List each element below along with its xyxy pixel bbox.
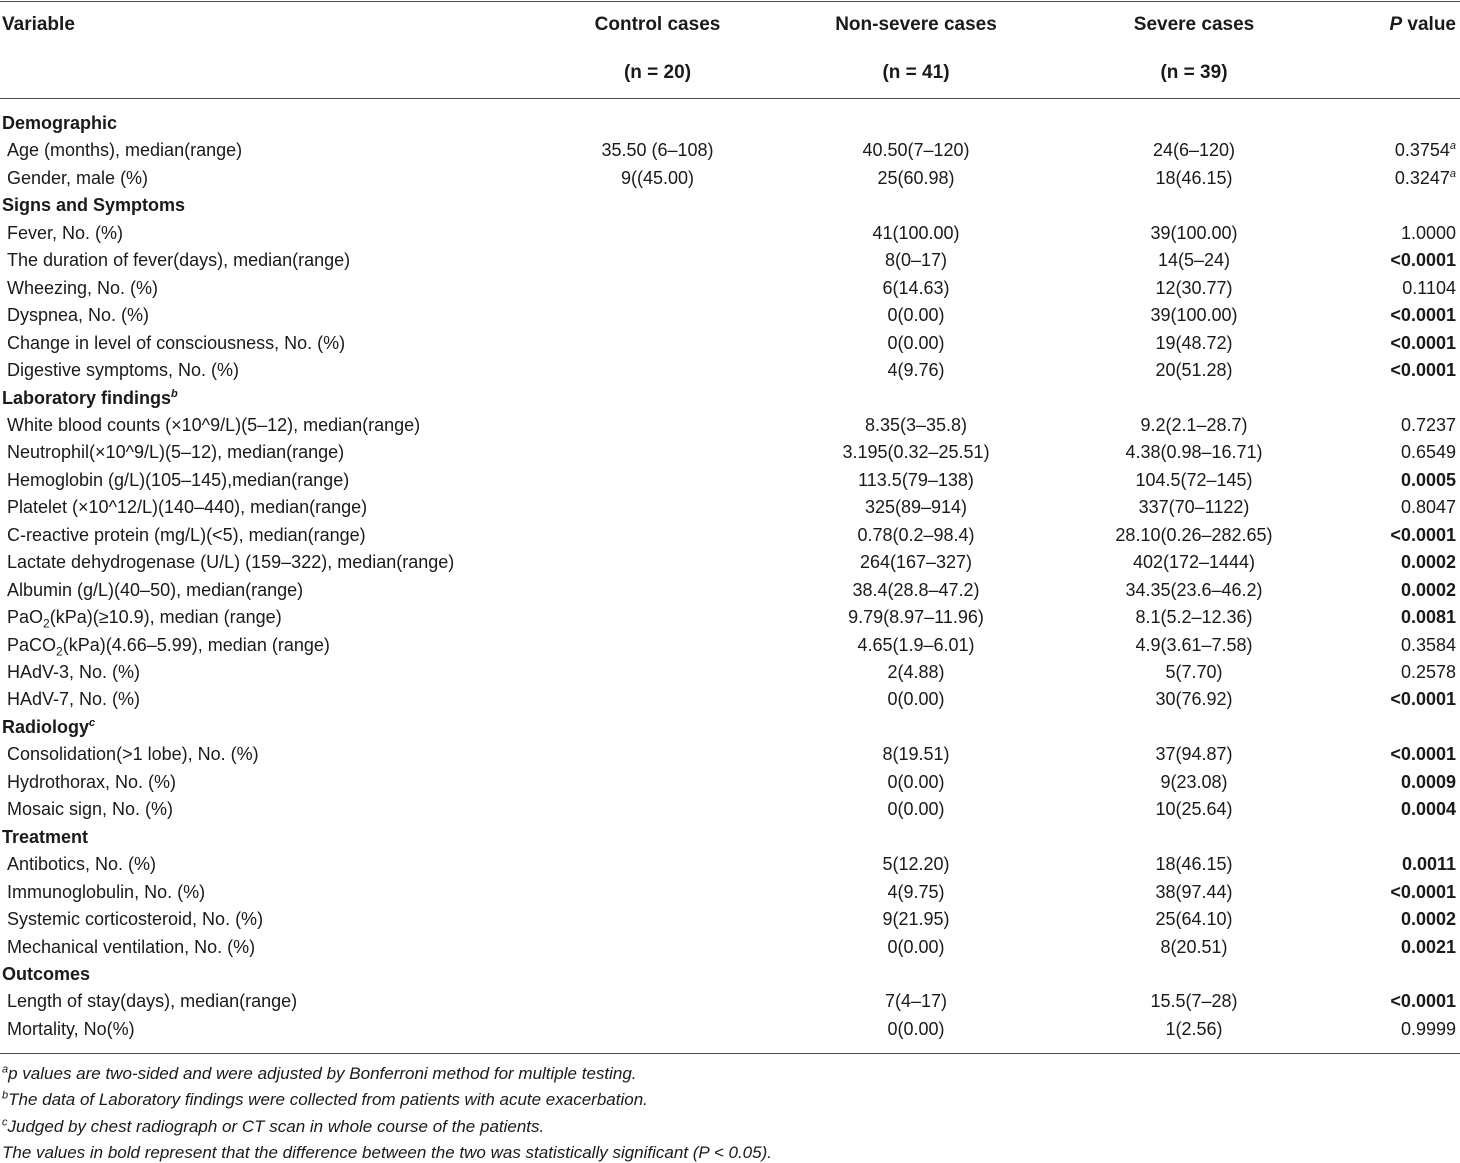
cell-severe: 15.5(7–28) [1150,991,1238,1012]
table-row [0,879,1460,906]
p-value-text: <0.0001 [1390,305,1456,326]
cell-nonsevere: 5(12.20) [882,854,950,875]
cell-p-value [1401,604,1456,631]
cell-p-value [1401,549,1456,576]
footnote-mark: c [2,1115,8,1128]
cell-nonsevere: 25(60.98) [877,167,955,188]
cell-p-value [1395,137,1456,164]
cell-nonsevere: 6(14.63) [882,277,950,298]
cell-nonsevere: 0(0.00) [887,1018,945,1039]
p-value-text: 0.0009 [1400,771,1456,792]
cell-control: 9((45.00) [620,167,695,188]
cell-severe: 337(70–1122) [1138,497,1250,518]
cell-severe: 18(46.15) [1155,854,1233,875]
section-title-text: Radiology [2,716,90,737]
footnote [2,1143,772,1163]
section-row [0,110,1460,137]
p-value-text: <0.0001 [1390,744,1456,765]
footnote-text: p values are two-sided and were adjusted by Bonferroni method for multiple testing. [8,1064,637,1083]
variable-label [7,906,263,933]
variable-label [7,577,303,604]
cell-nonsevere: 8(0–17) [884,250,948,271]
section-title [2,192,185,219]
table-row [0,934,1460,961]
variable-label-text: Mosaic sign, No. (%) [7,799,174,820]
p-value-text: <0.0001 [1390,881,1456,902]
variable-label-text: Change in level of consciousness, No. (%) [7,332,346,353]
footnote-mark: a [2,1063,9,1076]
cell-severe: 38(97.44) [1155,881,1233,902]
variable-label-text: Lactate dehydrogenase (U/L) (159–322), median(range) [7,552,455,573]
variable-label [7,549,454,576]
cell-nonsevere: 0(0.00) [887,305,945,326]
cell-severe: 20(51.28) [1155,360,1233,381]
table-row [0,686,1460,713]
table-row [0,412,1460,439]
cell-p-value [1401,412,1456,439]
cell-nonsevere: 4(9.75) [887,881,945,902]
variable-label-text: Hemoglobin (g/L)(105–145),median(range) [7,469,350,490]
cell-p-value [1390,686,1456,713]
table-row [0,220,1460,247]
table-row [0,549,1460,576]
cell-severe: 8(20.51) [1160,936,1228,957]
variable-label [7,412,420,439]
cell-nonsevere: 41(100.00) [872,222,960,243]
cell-severe: 5(7.70) [1165,662,1223,682]
section-row [0,192,1460,219]
p-value-text: 1.0000 [1400,222,1456,243]
section-row [0,714,1460,741]
section-row [0,824,1460,851]
cell-p-value [1401,796,1456,823]
cell-nonsevere: 8.35(3–35.8) [864,414,968,435]
variable-label-text: Length of stay(days), median(range) [7,991,298,1012]
variable-label-text: Fever, No. (%) [7,222,124,243]
variable-label-text: White blood counts (×10^9/L)(5–12), median(range) [7,414,421,435]
cell-nonsevere: 4.65(1.9–6.01) [857,634,975,655]
table-row [0,659,1460,686]
variable-label [7,686,140,713]
variable-label [7,659,140,686]
cell-nonsevere: 264(167–327) [859,552,973,573]
section-title-text: Treatment [2,826,89,847]
variable-label-text: Mortality, No(%) [7,1018,135,1039]
variable-label-text: Albumin (g/L)(40–50), median(range) [7,579,304,600]
header-control-cases: Control cases [594,14,721,35]
p-value-text: 0.0002 [1400,579,1456,600]
footnote [2,1090,648,1110]
header-nonsevere-cases: Non-severe cases [835,14,997,35]
variable-label [7,522,366,549]
variable-label [7,988,297,1015]
p-value-text: <0.0001 [1390,360,1456,381]
cell-severe: 12(30.77) [1155,277,1233,298]
table-row [0,604,1460,631]
table-row [0,851,1460,878]
cell-nonsevere: 113.5(79–138) [858,469,974,490]
cell-severe: 37(94.87) [1155,744,1233,765]
cell-p-value [1401,906,1456,933]
p-value-text: 0.3584 [1400,634,1456,655]
cell-p-value [1401,467,1456,494]
variable-label [7,769,176,796]
cell-p-value [1401,494,1456,521]
table-row [0,275,1460,302]
cell-severe: 1(2.56) [1165,1018,1223,1039]
cell-nonsevere: 325(89–914) [864,497,968,518]
cell-p-value [1401,439,1456,466]
variable-label [7,604,282,631]
variable-label [7,165,148,192]
table-row [0,494,1460,521]
cell-severe: 9.2(2.1–28.7) [1140,414,1248,435]
variable-label-text: Consolidation(>1 lobe), No. (%) [7,744,259,765]
cell-severe: 24(6–120) [1152,140,1236,161]
p-value-text: 0.0002 [1400,909,1456,930]
table-row [0,357,1460,384]
variable-label-text: HAdV-3, No. (%) [7,662,141,682]
p-value-footnote-mark: a [1449,167,1456,180]
variable-label [7,330,345,357]
p-value-text: 0.0004 [1400,799,1456,820]
p-value-text: <0.0001 [1390,332,1456,353]
variable-label-text: C-reactive protein (mg/L)(<5), median(range) [7,524,366,545]
footnote-text: The values in bold represent that the difference between the two was statistically significant (P < 0.05). [2,1142,772,1162]
section-footnote-mark: c [89,716,96,729]
cell-p-value [1390,741,1456,768]
cell-control: 35.50 (6–108) [601,140,714,161]
table-row [0,988,1460,1015]
header-p-value [1389,14,1456,36]
variable-label-text: Gender, male (%) [7,167,149,188]
cell-nonsevere: 7(4–17) [884,991,948,1012]
cell-p-value [1395,165,1456,192]
p-value-footnote-mark: a [1449,140,1456,153]
table-row [0,247,1460,274]
variable-label-suffix: (kPa)(4.66–5.99), median (range) [62,634,330,655]
variable-label-subscript: 2 [56,644,63,659]
variable-label [7,796,173,823]
section-title [2,824,88,851]
p-value-text: 0.8047 [1400,497,1456,518]
table-row [0,632,1460,659]
cell-p-value [1401,577,1456,604]
cell-nonsevere: 40.50(7–120) [862,140,970,161]
table-row [0,906,1460,933]
variable-label [7,302,149,329]
variable-label-subscript: 2 [43,616,50,631]
footnote-text: Judged by chest radiograph or CT scan in whole course of the patients. [7,1116,545,1136]
table-row [0,796,1460,823]
variable-label-text: Neutrophil(×10^9/L)(5–12), median(range) [7,442,345,463]
variable-label [7,439,344,466]
p-value-text: 0.1104 [1402,277,1456,298]
p-value-text: 0.0081 [1400,607,1456,628]
table-header-n-row [0,62,1460,92]
section-title [2,714,95,741]
table-row [0,467,1460,494]
variable-label-suffix: (kPa)(≥10.9), median (range) [49,607,282,628]
footnote [2,1064,637,1084]
section-title-text: Signs and Symptoms [2,195,186,216]
p-value-text: 0.0005 [1400,469,1456,490]
cell-p-value [1401,769,1456,796]
cell-severe: 19(48.72) [1155,332,1233,353]
table-row [0,439,1460,466]
section-title [2,961,90,988]
header-variable: Variable [2,14,75,35]
p-value-text: 0.9999 [1400,1018,1456,1039]
cell-p-value [1402,851,1456,878]
footnote-mark: b [2,1089,9,1102]
header-severe-n: (n = 39) [1160,62,1228,83]
variable-label [7,879,205,906]
section-title-text: Outcomes [2,963,91,984]
cell-p-value [1401,220,1456,247]
cell-p-value [1402,275,1456,302]
cell-p-value [1390,330,1456,357]
table-header-row [0,14,1460,44]
cell-severe: 4.9(3.61–7.58) [1135,634,1253,655]
variable-label-text: Age (months), median(range) [7,140,243,161]
variable-label-text: Mechanical ventilation, No. (%) [7,936,256,957]
cell-severe: 402(172–1444) [1132,552,1256,573]
cell-severe: 34.35(23.6–46.2) [1125,579,1263,600]
cell-severe: 104.5(72–145) [1135,469,1253,490]
cell-p-value [1401,659,1456,686]
table-row [0,330,1460,357]
table-row [0,522,1460,549]
cell-p-value [1390,879,1456,906]
footnote-text: The data of Laboratory findings were collected from patients with acute exacerbation. [8,1090,648,1110]
variable-label-text: HAdV-7, No. (%) [7,689,141,710]
cell-p-value [1390,522,1456,549]
cell-severe: 4.38(0.98–16.71) [1125,442,1263,463]
table-top-rule [0,1,1460,2]
variable-label-text: Antibotics, No. (%) [7,854,157,875]
cell-nonsevere: 38.4(28.8–47.2) [852,579,980,600]
p-value-text: 0.2578 [1400,662,1456,682]
p-value-text: 0.3754 [1394,140,1450,161]
p-value-text: 0.0021 [1400,936,1456,957]
variable-label [7,467,349,494]
p-value-text: <0.0001 [1390,991,1456,1012]
header-control-n: (n = 20) [623,62,692,83]
section-row [0,385,1460,412]
variable-label-text: Digestive symptoms, No. (%) [7,360,240,381]
p-value-text: 0.6549 [1400,442,1456,463]
variable-label [7,275,158,302]
cell-p-value [1401,934,1456,961]
p-value-text: <0.0001 [1390,524,1456,545]
cell-severe: 30(76.92) [1155,689,1233,710]
section-row [0,961,1460,988]
table-row [0,302,1460,329]
cell-severe: 8.1(5.2–12.36) [1135,607,1253,628]
cell-p-value [1401,1016,1456,1043]
section-title [2,385,178,412]
cell-nonsevere: 9(21.95) [882,909,950,930]
variable-label-text: Platelet (×10^12/L)(140–440), median(range) [7,497,368,518]
variable-label [7,851,156,878]
variable-label-prefix: PaO [7,607,44,628]
cell-p-value [1390,357,1456,384]
cell-p-value [1390,247,1456,274]
table-row [0,137,1460,164]
variable-label [7,632,330,659]
p-value-text: <0.0001 [1390,250,1456,271]
cell-p-value [1390,988,1456,1015]
cell-severe: 9(23.08) [1160,771,1228,792]
variable-label-text: Immunoglobulin, No. (%) [7,881,206,902]
cell-nonsevere: 4(9.76) [887,360,945,381]
p-value-text: 0.0002 [1400,552,1456,573]
cell-nonsevere: 0(0.00) [887,771,945,792]
cell-nonsevere: 8(19.51) [882,744,950,765]
section-title [2,110,117,137]
variable-label-text: Systemic corticosteroid, No. (%) [7,909,264,930]
table-row [0,1016,1460,1043]
footnote [2,1117,544,1137]
cell-nonsevere: 0(0.00) [887,332,945,353]
variable-label [7,357,239,384]
p-value-text: 0.3247 [1394,167,1450,188]
p-value-text: <0.0001 [1390,689,1456,710]
cell-severe: 39(100.00) [1150,305,1238,326]
variable-label [7,137,242,164]
variable-label [7,934,255,961]
variable-label [7,220,123,247]
cell-nonsevere: 9.79(8.97–11.96) [848,607,984,628]
variable-label-prefix: PaCO [7,634,57,655]
variable-label [7,247,350,274]
variable-label [7,741,259,768]
header-severe-cases: Severe cases [1133,14,1255,35]
variable-label-text: Hydrothorax, No. (%) [7,771,177,792]
cell-nonsevere: 2(4.88) [887,662,945,682]
cell-severe: 18(46.15) [1155,167,1233,188]
header-nonsevere-n: (n = 41) [882,62,950,83]
p-value-text: 0.0011 [1401,854,1456,875]
cell-severe: 14(5–24) [1157,250,1231,271]
table-row [0,741,1460,768]
header-p-rest: value [1402,14,1456,35]
cell-p-value [1390,302,1456,329]
variable-label [7,1016,135,1043]
cell-nonsevere: 0(0.00) [887,936,945,957]
table-row [0,769,1460,796]
cell-severe: 39(100.00) [1150,222,1238,243]
table-row [0,577,1460,604]
variable-label-text: Dyspnea, No. (%) [7,305,150,326]
table-bottom-rule [0,1053,1460,1054]
p-value-text: 0.7237 [1400,414,1456,435]
section-title-text: Laboratory findings [2,387,172,408]
variable-label-text: The duration of fever(days), median(range) [7,250,351,271]
cell-severe: 25(64.10) [1155,909,1233,930]
cell-p-value [1401,632,1456,659]
section-title-text: Demographic [2,113,118,133]
cell-nonsevere: 0.78(0.2–98.4) [857,524,975,545]
cell-severe: 28.10(0.26–282.65) [1115,524,1273,545]
cell-nonsevere: 0(0.00) [887,799,945,820]
table-header-rule [0,98,1460,99]
table-row [0,165,1460,192]
section-footnote-mark: b [171,387,178,400]
cell-nonsevere: 0(0.00) [887,689,945,710]
variable-label-text: Wheezing, No. (%) [7,277,159,298]
variable-label [7,494,367,521]
cell-severe: 10(25.64) [1155,799,1233,820]
header-p-letter: P [1389,14,1403,35]
cell-nonsevere: 3.195(0.32–25.51) [842,442,990,463]
